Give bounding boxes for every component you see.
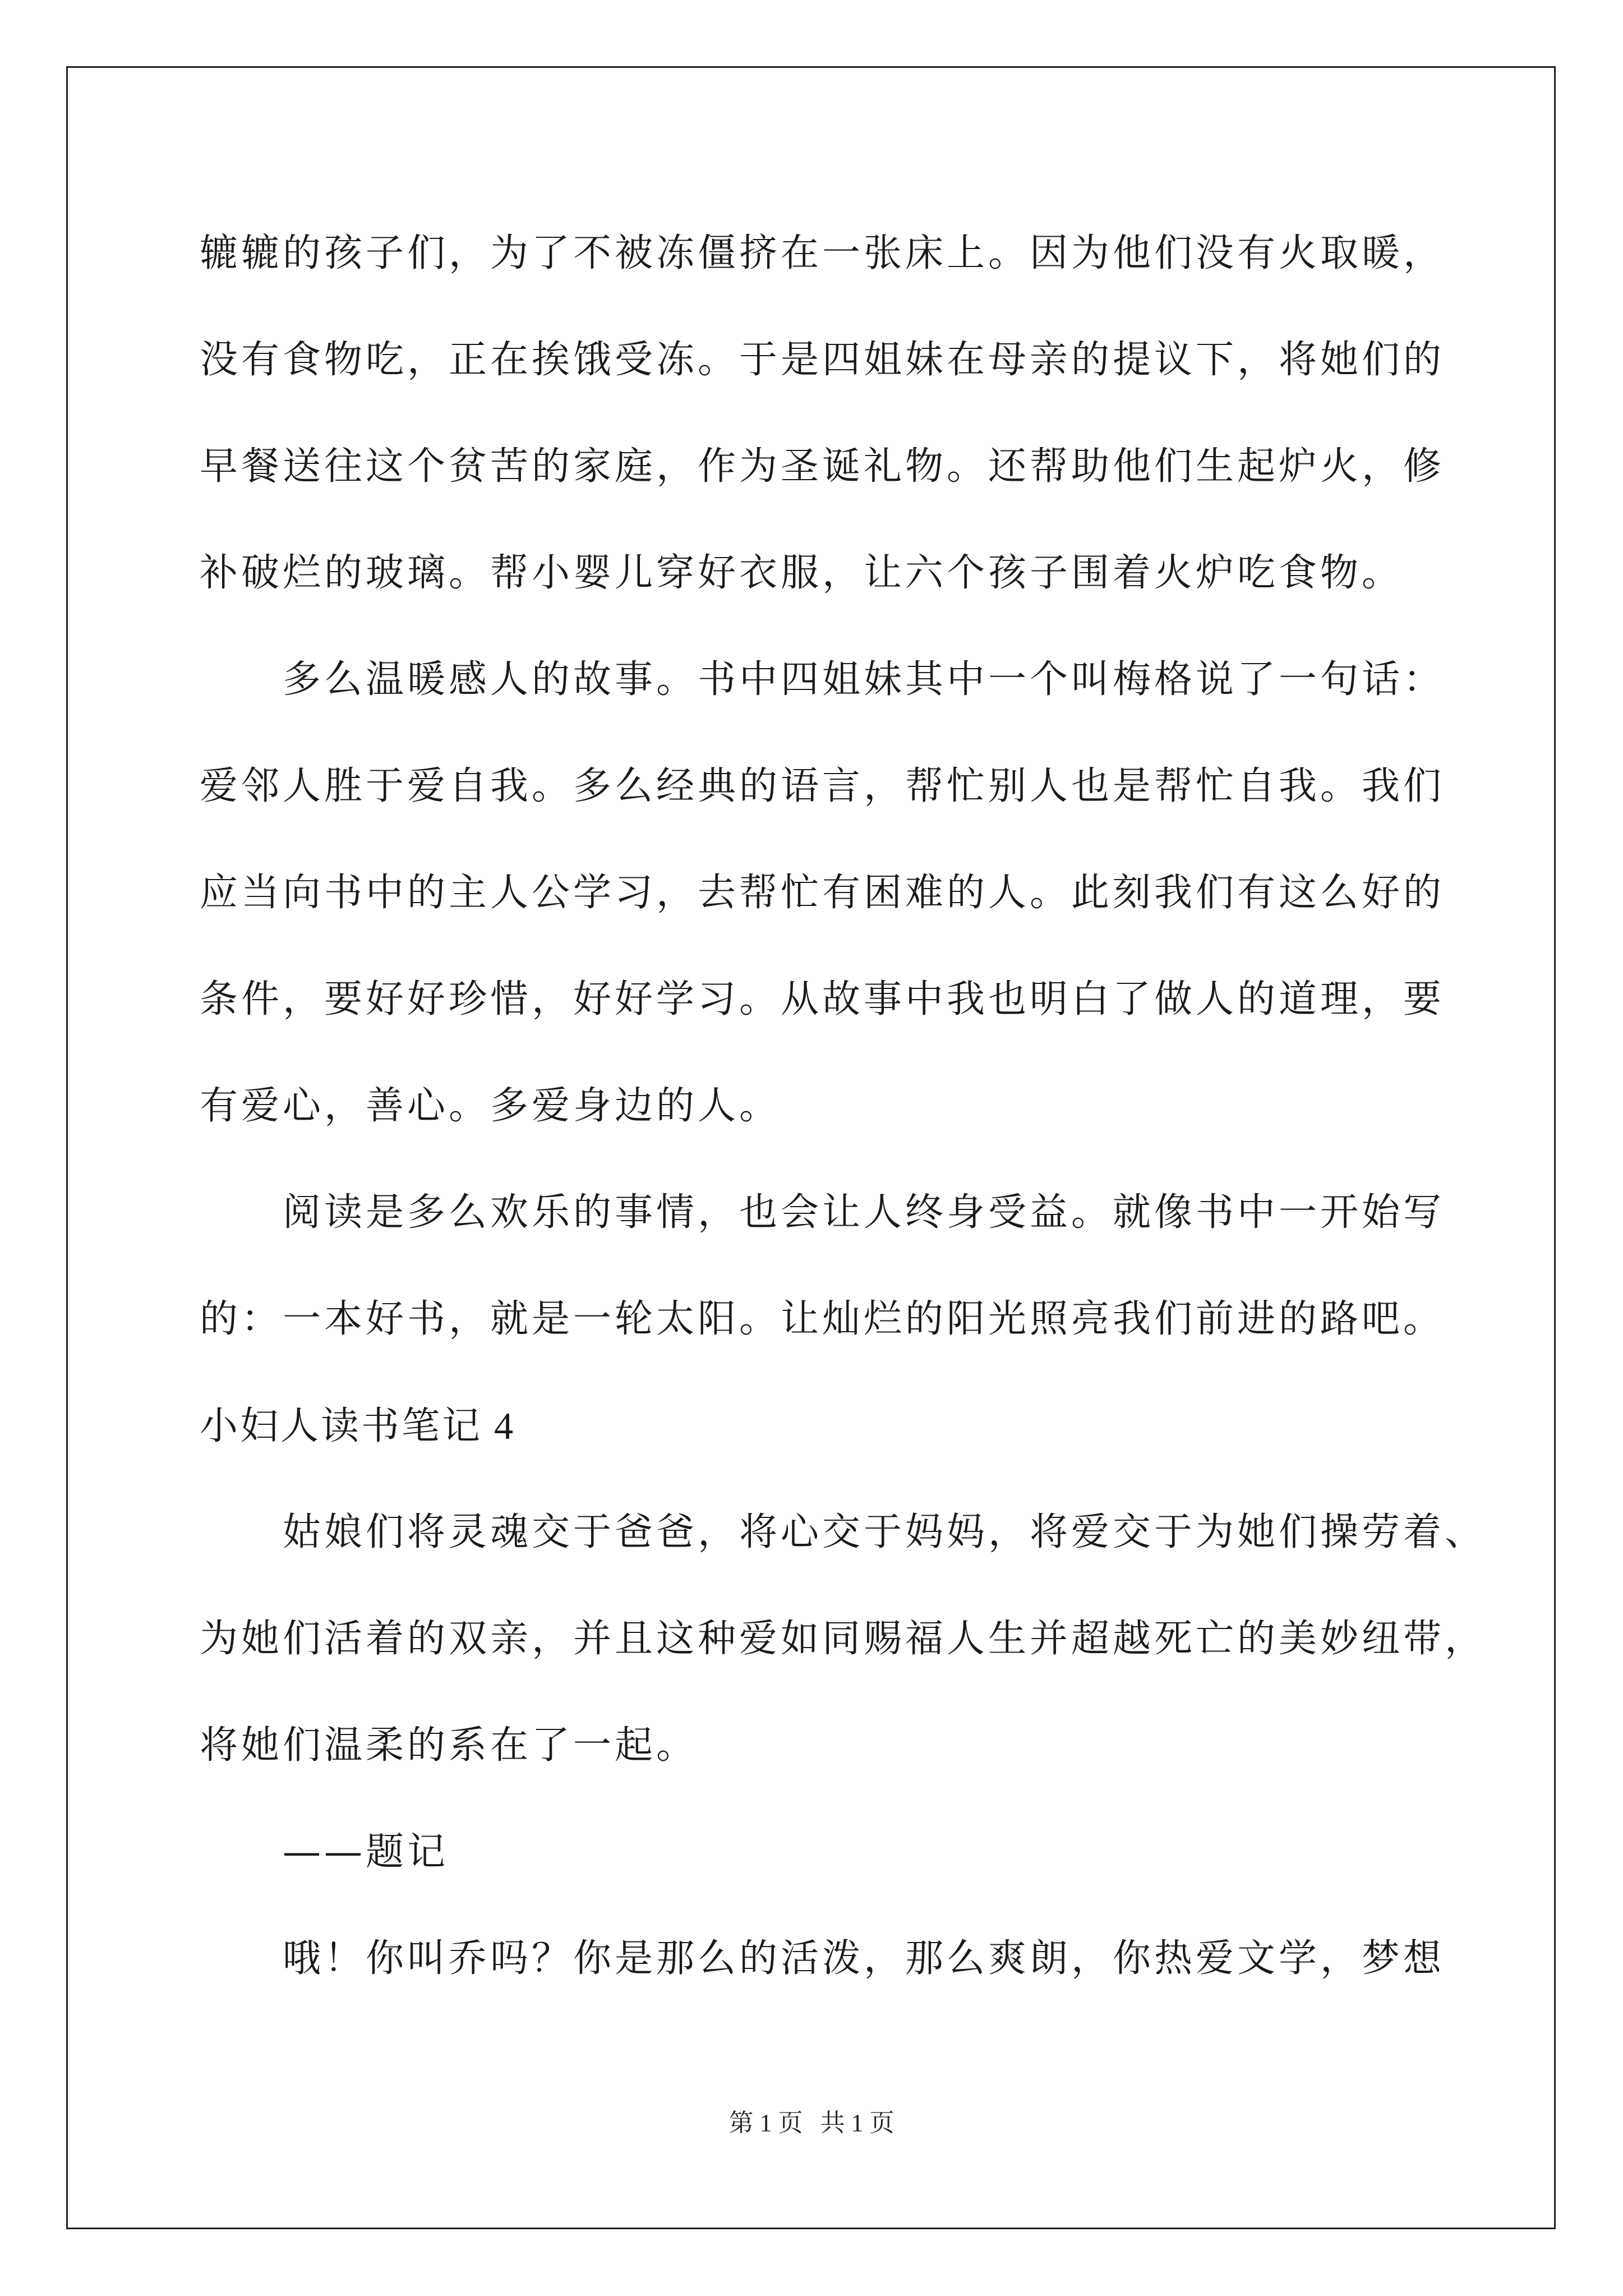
paragraph-line: 阅读是多么欢乐的事情，也会让人终身受益。就像书中一开始写: [283, 1190, 1445, 1235]
page-number-current: 第 1 页: [728, 2109, 803, 2137]
page-number-total: 共 1 页: [820, 2109, 895, 2137]
paragraph-line: 的：一本好书，就是一轮太阳。让灿烂的阳光照亮我们前进的路吧。: [200, 1297, 1445, 1341]
paragraph-line: 辘辘的孩子们，为了不被冻僵挤在一张床上。因为他们没有火取暖，: [200, 231, 1445, 275]
paragraph-line: 姑娘们将灵魂交于爸爸，将心交于妈妈，将爱交于为她们操劳着、: [283, 1510, 1487, 1554]
paragraph-line: 将她们温柔的系在了一起。: [200, 1723, 698, 1768]
paragraph-line: 补破烂的玻璃。帮小婴儿穿好衣服，让六个孩子围着火炉吃食物。: [200, 551, 1404, 595]
paragraph-line: 早餐送往这个贫苦的家庭，作为圣诞礼物。还帮助他们生起炉火，修: [200, 444, 1445, 489]
paragraph-line: 爱邻人胜于爱自我。多么经典的语言，帮忙别人也是帮忙自我。我们: [200, 764, 1445, 808]
section-heading: 小妇人读书笔记 4: [200, 1405, 516, 1447]
paragraph-line: 应当向书中的主人公学习，去帮忙有困难的人。此刻我们有这么好的: [200, 871, 1445, 915]
paragraph-line: 多么温暖感人的故事。书中四姐妹其中一个叫梅格说了一句话：: [283, 657, 1445, 702]
paragraph-line: 没有食物吃，正在挨饿受冻。于是四姐妹在母亲的提议下，将她们的: [200, 338, 1445, 382]
paragraph-line: 为她们活着的双亲，并且这种爱如同赐福人生并超越死亡的美妙纽带，: [200, 1617, 1487, 1661]
paragraph-line: 条件，要好好珍惜，好好学习。从故事中我也明白了做人的道理，要: [200, 977, 1445, 1022]
epigraph-attribution: ——题记: [283, 1830, 449, 1874]
paragraph-line: 哦！你叫乔吗？你是那么的活泼，那么爽朗，你热爱文学，梦想: [283, 1936, 1445, 1981]
document-body: [200, 214, 1487, 2026]
paragraph-line: 有爱心，善心。多爱身边的人。: [200, 1084, 781, 1128]
page-footer: [0, 2102, 1623, 2138]
